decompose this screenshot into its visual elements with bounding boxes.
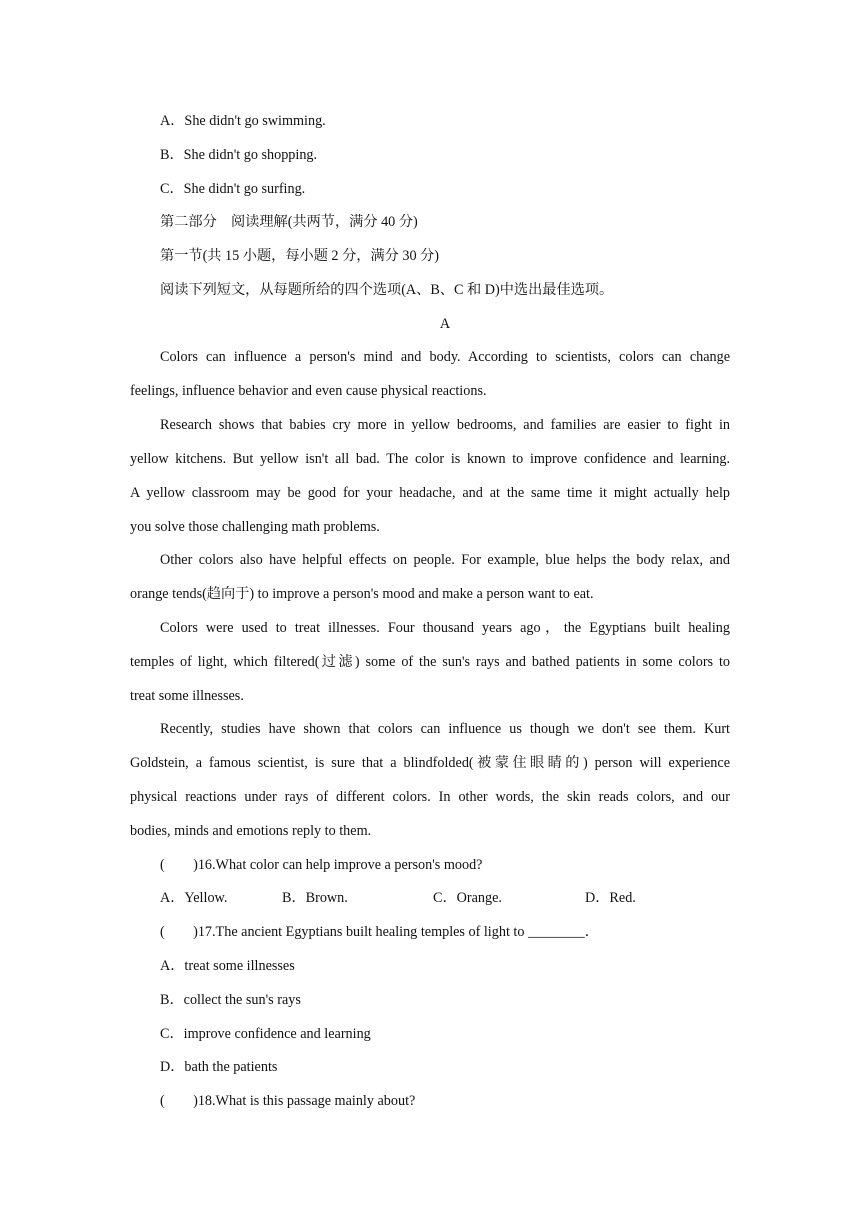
question-17-option-c: C．improve confidence and learning bbox=[160, 1026, 371, 1042]
instructions: 阅读下列短文，从每题所给的四个选项(A、B、C 和 D)中选出最佳选项。 bbox=[160, 282, 614, 298]
paragraph-2-line: Research shows that babies cry more in yellow bedrooms, and families are easier to fight in bbox=[160, 417, 730, 433]
part-title: 第二部分 阅读理解(共两节，满分 40 分) bbox=[160, 214, 418, 230]
paragraph-4-line: Colors were used to treat illnesses. Four thousand years ago，the Egyptians built healing bbox=[160, 620, 730, 636]
paragraph-2-line: you solve those challenging math problems. bbox=[130, 519, 380, 535]
paragraph-5-line: Goldstein, a famous scientist, is sure that a blindfolded(被蒙住眼睛的) person will experience bbox=[130, 755, 730, 771]
paragraph-1-line: feelings, influence behavior and even cause physical reactions. bbox=[130, 383, 487, 399]
question-16-option-b: B．Brown. bbox=[282, 890, 348, 906]
paragraph-3-line: Other colors also have helpful effects on people. For example, blue helps the body relax, and bbox=[160, 552, 730, 568]
paragraph-5-line: Recently, studies have shown that colors can influence us though we don't see them. Kurt bbox=[160, 721, 730, 737]
prev-option-a: A．She didn't go swimming. bbox=[160, 113, 326, 129]
question-17-stem: ( )17.The ancient Egyptians built healing temples of light to ________． bbox=[160, 924, 599, 940]
question-17-option-b: B．collect the sun's rays bbox=[160, 992, 301, 1008]
question-16-option-c: C．Orange. bbox=[433, 890, 502, 906]
paragraph-4-line: temples of light, which filtered(过滤) some of the sun's rays and bathed patients in some colors to bbox=[130, 654, 730, 670]
paragraph-4-line: treat some illnesses. bbox=[130, 688, 244, 704]
paragraph-3-line: orange tends(趋向于) to improve a person's mood and make a person want to eat. bbox=[130, 586, 594, 602]
question-16-option-a: A．Yellow. bbox=[160, 890, 228, 906]
question-17-option-a: A．treat some illnesses bbox=[160, 958, 295, 974]
question-16-option-d: D．Red. bbox=[585, 890, 636, 906]
paragraph-5-line: bodies, minds and emotions reply to them. bbox=[130, 823, 372, 839]
question-16-stem: ( )16.What color can help improve a person's mood? bbox=[160, 857, 483, 873]
paragraph-5-line: physical reactions under rays of different colors. In other words, the skin reads colors, and our bbox=[130, 789, 730, 805]
paragraph-2-line: yellow kitchens. But yellow isn't all bad. The color is known to improve confidence and learning. bbox=[130, 451, 730, 467]
prev-option-b: B．She didn't go shopping. bbox=[160, 147, 318, 163]
paragraph-2-line: A yellow classroom may be good for your headache, and at the same time it might actually help bbox=[130, 485, 730, 501]
paragraph-1-line: Colors can influence a person's mind and body. According to scientists, colors can change bbox=[160, 349, 730, 365]
question-17-option-d: D．bath the patients bbox=[160, 1059, 278, 1075]
section-subtitle: 第一节(共 15 小题，每小题 2 分，满分 30 分) bbox=[160, 248, 440, 264]
prev-option-c: C．She didn't go surfing. bbox=[160, 181, 306, 197]
passage-label: A bbox=[439, 316, 451, 332]
question-18-stem: ( )18.What is this passage mainly about? bbox=[160, 1093, 416, 1109]
